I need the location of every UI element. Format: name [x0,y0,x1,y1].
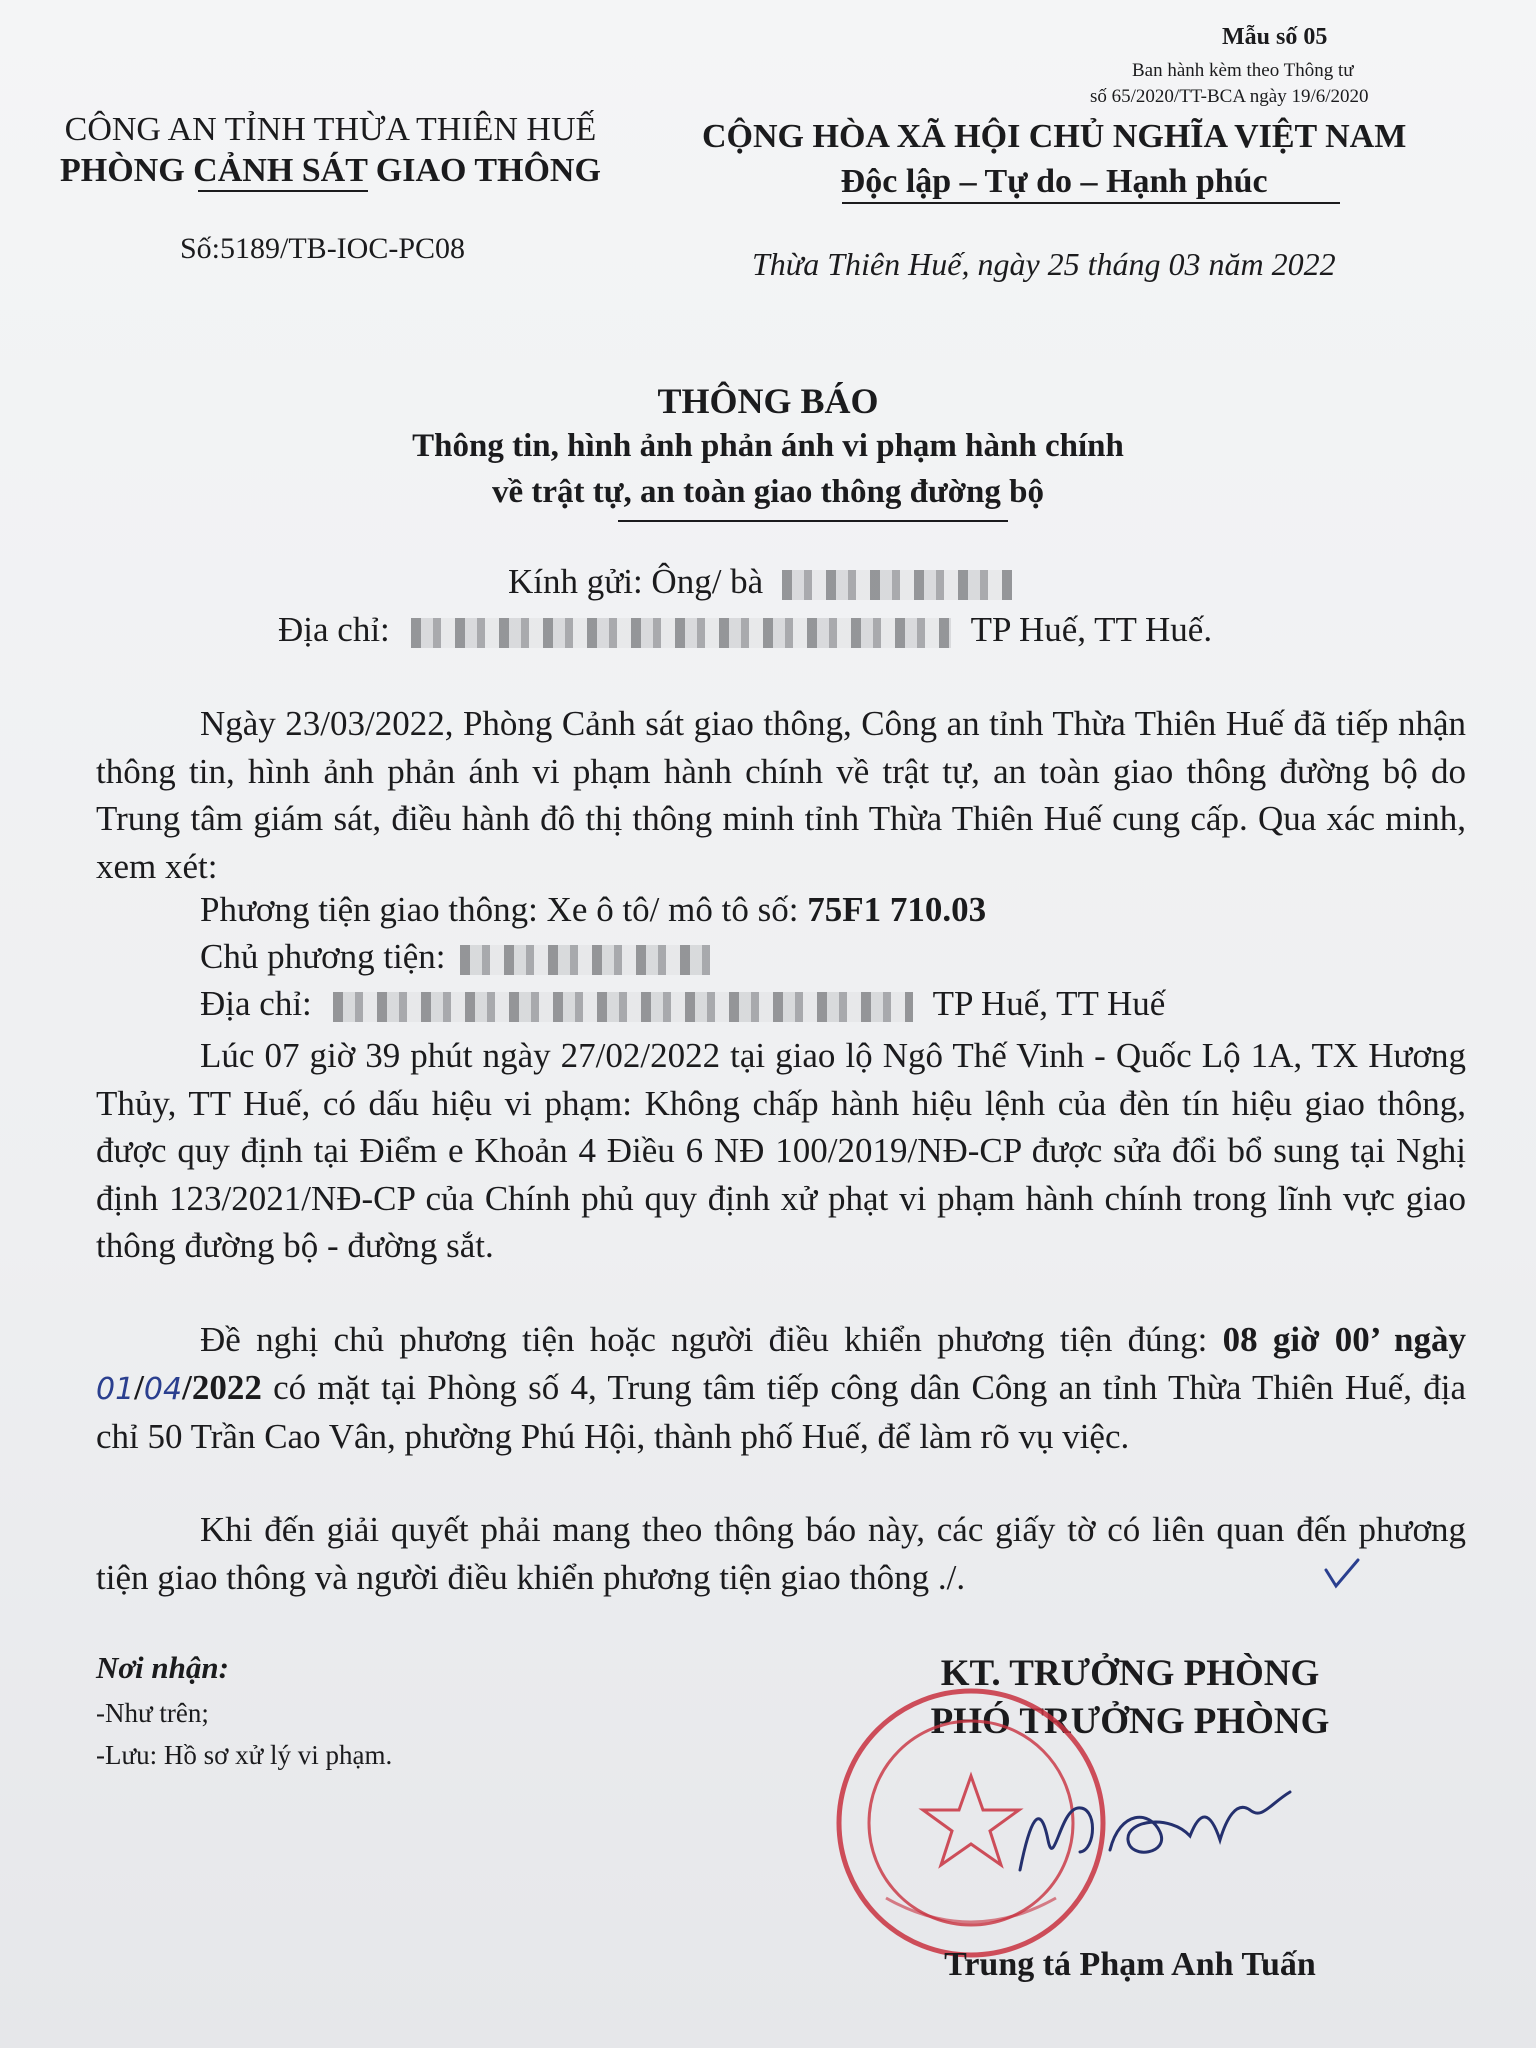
redacted-name [782,570,1012,600]
redacted-owner [460,945,710,975]
handwritten-signature-icon [1000,1780,1320,1890]
document-subtitle-line1: Thông tin, hình ảnh phản ánh vi phạm hành chính [412,428,1124,464]
date-line: Thừa Thiên Huế, ngày 25 tháng 03 năm 2022 [752,246,1336,282]
handwritten-day: 01 [96,1371,135,1407]
paragraph-summons [96,1316,1466,1461]
document-title: THÔNG BÁO [657,381,879,421]
address-label: Địa chỉ: [278,610,390,649]
document-number: Số:5189/TB-IOC-PC08 [180,232,466,265]
vehicle-plate: 75F1 710.03 [807,890,987,929]
summons-start: Đề nghị chủ phương tiện hoặc người điều khiển phương tiện đúng: [200,1320,1208,1359]
recipients-title: Nơi nhận: [96,1650,229,1685]
recipient-address [278,610,1212,650]
paragraph-requirements: Khi đến giải quyết phải mang theo thông báo này, các giấy tờ có liên quan đến phương tiện giao thông và người điều khiển phương tiện giao thông ./. [96,1510,1466,1597]
signer-name: Trung tá Phạm Anh Tuấn [944,1946,1316,1983]
title-underline [618,520,1008,522]
paragraph-intro: Ngày 23/03/2022, Phòng Cảnh sát giao thông, Công an tỉnh Thừa Thiên Huế đã tiếp nhận thông tin, hình ảnh phản ánh vi phạm hành chính về trật tự, an toàn giao thông đường bộ do Trung tâm giám sát, điều hành đô thị thông minh tỉnh Thừa Thiên Huế cung cấp. Qua xác minh, xem xét: [96,704,1466,886]
handwritten-month: 04 [143,1371,183,1407]
recipient-item-1: -Như trên; [96,1698,209,1728]
org-underline [198,190,368,192]
redacted-address [411,618,951,648]
summons-rest: có mặt tại Phòng số 4, Trung tâm tiếp công dân Công an tỉnh Thừa Thiên Huế, địa chỉ 50 Trần Cao Vân, phường Phú Hội, thành phố Huế, để làm rõ vụ việc. [96,1367,1466,1456]
signature-title-line1: KT. TRƯỞNG PHÒNG [940,1653,1320,1694]
form-number: Mẫu số 05 [1222,24,1328,50]
recipient-item-2: -Lưu: Hồ sơ xử lý vi phạm. [96,1740,393,1770]
signature-title-line2: PHÓ TRƯỞNG PHÒNG [930,1701,1330,1742]
form-reference-line2: số 65/2020/TT-BCA ngày 19/6/2020 [1090,86,1369,107]
org-line1: CÔNG AN TỈNH THỪA THIÊN HUẾ [64,111,597,148]
address-tail: TP Huế, TT Huế. [970,610,1213,649]
org-line2: PHÒNG CẢNH SÁT GIAO THÔNG [60,151,601,189]
national-header [702,114,1406,204]
nation-line1: CỘNG HÒA XÃ HỘI CHỦ NGHĨA VIỆT NAM [702,118,1407,155]
owner-address-line [200,984,1165,1024]
owner-address-tail: TP Huế, TT Huế [932,984,1166,1023]
owner-address-label: Địa chỉ: [200,984,312,1023]
summons-year: /2022 [182,1367,262,1407]
vehicle-line [200,890,986,930]
date-separator: / [134,1367,144,1407]
summons-time: 08 giờ 00’ ngày [1222,1320,1466,1359]
owner-label: Chủ phương tiện: [200,937,446,976]
document-subtitle-line2: về trật tự, an toàn giao thông đường bộ [491,474,1044,510]
nation-line2: Độc lập – Tự do – Hạnh phúc [840,163,1268,201]
handwritten-checkmark-icon [1322,1556,1362,1592]
paragraph-violation: Lúc 07 giờ 39 phút ngày 27/02/2022 tại giao lộ Ngô Thế Vinh - Quốc Lộ 1A, TX Hương Thủy, TT Huế, có dấu hiệu vi phạm: Không chấp hành hiệu lệnh của đèn tín hiệu giao thông, được quy định tại Điểm e Khoản 4 Điều 6 NĐ 100/2019/NĐ-CP được sửa đổi bổ sung tại Nghị định 123/2021/NĐ-CP của Chính phủ quy định xử phạt vi phạm hành chính trong lĩnh vực giao thông đường bộ - đường sắt. [96,1036,1466,1265]
owner-line [200,937,710,977]
nation-underline [842,202,1340,204]
salutation [508,562,1012,602]
issuing-organization [60,110,601,192]
vehicle-label: Phương tiện giao thông: Xe ô tô/ mô tô số: [200,890,799,929]
redacted-owner-address [333,992,913,1022]
form-reference-line1: Ban hành kèm theo Thông tư [1132,60,1354,81]
salutation-text: Kính gửi: Ông/ bà [508,562,764,601]
